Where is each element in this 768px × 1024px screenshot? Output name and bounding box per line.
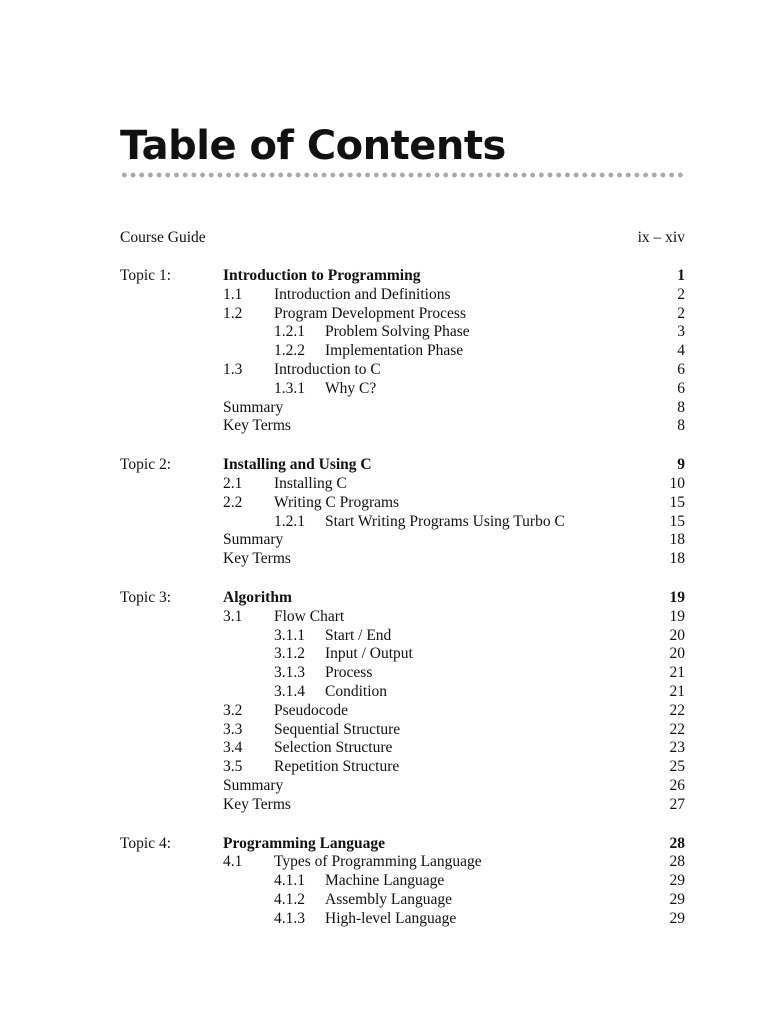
- toc-subsection-row[interactable]: [120, 341, 685, 360]
- topic-label: Topic 1:: [120, 267, 172, 284]
- section-title: Assembly Language: [325, 891, 452, 908]
- topic-label: Topic 4:: [120, 834, 172, 852]
- section-page-number: 20: [669, 645, 685, 663]
- section-page-number: 10: [669, 475, 685, 492]
- section-title: Program Development Process: [274, 304, 466, 322]
- section-page-number: 26: [669, 777, 685, 794]
- toc-section-row[interactable]: [120, 720, 685, 739]
- toc-section-row[interactable]: [120, 607, 685, 626]
- toc-subsection-row[interactable]: [120, 626, 685, 645]
- section-page-number: 28: [669, 853, 685, 871]
- section-number: 2.1: [223, 475, 243, 492]
- toc-section-row[interactable]: [120, 757, 685, 776]
- section-number: 3.1.2: [274, 645, 305, 663]
- section-title: Start / End: [325, 626, 392, 644]
- section-number: 3.1.3: [274, 664, 305, 682]
- section-title: Types of Programming Language: [274, 853, 482, 871]
- section-number: 1.3.1: [274, 379, 305, 397]
- course-guide-label: Course Guide: [120, 229, 206, 246]
- section-title: Summary: [223, 531, 284, 549]
- section-title: Summary: [223, 398, 284, 416]
- topic-page-number: 19: [669, 589, 685, 606]
- section-number: 1.1: [223, 285, 243, 303]
- section-number: 1.2: [223, 304, 243, 322]
- section-title: Why C?: [325, 379, 377, 397]
- section-number: 3.2: [223, 701, 243, 719]
- section-number: 3.5: [223, 758, 243, 776]
- toc-summary-row[interactable]: [120, 416, 685, 435]
- toc-section-row[interactable]: [120, 738, 685, 757]
- section-number: 4.1.1: [274, 872, 305, 890]
- section-title: Process: [325, 664, 373, 682]
- topic-title: Programming Language: [223, 834, 386, 852]
- section-page-number: 18: [669, 531, 685, 549]
- toc-summary-row[interactable]: [120, 549, 685, 568]
- section-number: 1.2.1: [274, 512, 305, 530]
- section-page-number: 8: [677, 417, 685, 435]
- section-title: Writing C Programs: [274, 493, 400, 511]
- topic-title: Algorithm: [223, 589, 292, 606]
- section-page-number: 4: [677, 342, 685, 360]
- toc-subsection-row[interactable]: [120, 512, 685, 531]
- section-number: 3.4: [223, 739, 243, 757]
- section-page-number: 29: [669, 872, 685, 890]
- section-page-number: 23: [669, 739, 685, 757]
- topic-label: Topic 3:: [120, 589, 172, 606]
- toc-section-row[interactable]: [120, 852, 685, 871]
- section-page-number: 2: [677, 285, 685, 303]
- section-title: Sequential Structure: [274, 720, 401, 738]
- section-title: Problem Solving Phase: [325, 323, 470, 341]
- topic-heading-row[interactable]: [120, 834, 685, 853]
- toc-section-row[interactable]: [120, 285, 685, 304]
- section-page-number: 19: [669, 607, 685, 625]
- section-page-number: 3: [677, 323, 685, 341]
- section-page-number: 15: [669, 512, 685, 530]
- section-title: Start Writing Programs Using Turbo C: [325, 512, 565, 530]
- section-title: Key Terms: [223, 795, 291, 813]
- section-page-number: 15: [669, 493, 685, 511]
- section-number: 1.3: [223, 361, 243, 378]
- section-title: Repetition Structure: [274, 758, 400, 776]
- section-number: 1.2.1: [274, 323, 305, 341]
- section-title: Summary: [223, 777, 284, 794]
- toc-summary-row[interactable]: [120, 795, 685, 814]
- toc-summary-row[interactable]: [120, 776, 685, 795]
- toc-subsection-row[interactable]: [120, 663, 685, 682]
- topic-page-number: 1: [677, 267, 685, 284]
- toc-summary-row[interactable]: [120, 530, 685, 549]
- section-number: 3.3: [223, 720, 243, 738]
- toc-subsection-row[interactable]: [120, 644, 685, 663]
- section-page-number: 20: [669, 626, 685, 644]
- section-page-number: 2: [677, 304, 685, 322]
- course-guide-row[interactable]: [120, 228, 685, 247]
- section-page-number: 29: [669, 909, 685, 927]
- section-number: 2.2: [223, 493, 243, 511]
- section-number: 4.1.3: [274, 909, 305, 927]
- section-page-number: 21: [669, 664, 685, 682]
- page-title: Table of Contents: [120, 123, 506, 169]
- section-page-number: 29: [669, 891, 685, 908]
- section-number: 3.1.4: [274, 683, 305, 700]
- section-number: 1.2.2: [274, 342, 305, 360]
- section-title: Machine Language: [325, 872, 445, 890]
- section-title: Selection Structure: [274, 739, 393, 757]
- section-number: 4.1: [223, 853, 243, 871]
- section-number: 4.1.2: [274, 891, 305, 908]
- section-page-number: 21: [669, 683, 685, 700]
- section-title: Input / Output: [325, 645, 413, 663]
- section-page-number: 18: [669, 550, 685, 568]
- topic-title: Installing and Using C: [223, 456, 372, 474]
- section-page-number: 6: [677, 361, 685, 378]
- toc-section-row[interactable]: [120, 360, 685, 379]
- toc-subsection-row[interactable]: [120, 379, 685, 398]
- toc-summary-row[interactable]: [120, 398, 685, 417]
- section-number: 3.1.1: [274, 626, 305, 644]
- section-title: Pseudocode: [274, 701, 349, 719]
- section-title: Introduction to C: [274, 361, 381, 378]
- toc-subsection-row[interactable]: [120, 890, 685, 909]
- topic-page-number: 9: [677, 456, 685, 474]
- toc-section-row[interactable]: [120, 493, 685, 512]
- toc-subsection-row[interactable]: [120, 682, 685, 701]
- topic-title: Introduction to Programming: [223, 267, 421, 284]
- section-title: Key Terms: [223, 550, 291, 568]
- section-page-number: 22: [669, 701, 685, 719]
- section-title: Implementation Phase: [325, 342, 464, 360]
- toc-subsection-row[interactable]: [120, 322, 685, 341]
- topic-heading-row[interactable]: [120, 588, 685, 607]
- topic-heading-row[interactable]: [120, 266, 685, 285]
- topic-heading-row[interactable]: [120, 455, 685, 474]
- section-title: Introduction and Definitions: [274, 285, 451, 303]
- section-page-number: 27: [669, 795, 685, 813]
- toc-subsection-row[interactable]: [120, 909, 685, 928]
- section-title: High-level Language: [325, 909, 457, 927]
- section-page-number: 22: [669, 720, 685, 738]
- section-title: Condition: [325, 683, 388, 700]
- section-page-number: 8: [677, 398, 685, 416]
- toc-section-row[interactable]: [120, 304, 685, 323]
- toc-subsection-row[interactable]: [120, 871, 685, 890]
- section-title: Key Terms: [223, 417, 291, 435]
- section-page-number: 25: [669, 758, 685, 776]
- course-guide-page: ix – xiv: [637, 229, 685, 246]
- topic-label: Topic 2:: [120, 456, 172, 474]
- dotted-divider: [120, 172, 685, 178]
- section-title: Installing C: [274, 475, 347, 492]
- toc-section-row[interactable]: [120, 474, 685, 493]
- section-number: 3.1: [223, 607, 243, 625]
- toc-section-row[interactable]: [120, 701, 685, 720]
- section-title: Flow Chart: [274, 607, 345, 625]
- topic-page-number: 28: [669, 834, 685, 852]
- section-page-number: 6: [677, 379, 685, 397]
